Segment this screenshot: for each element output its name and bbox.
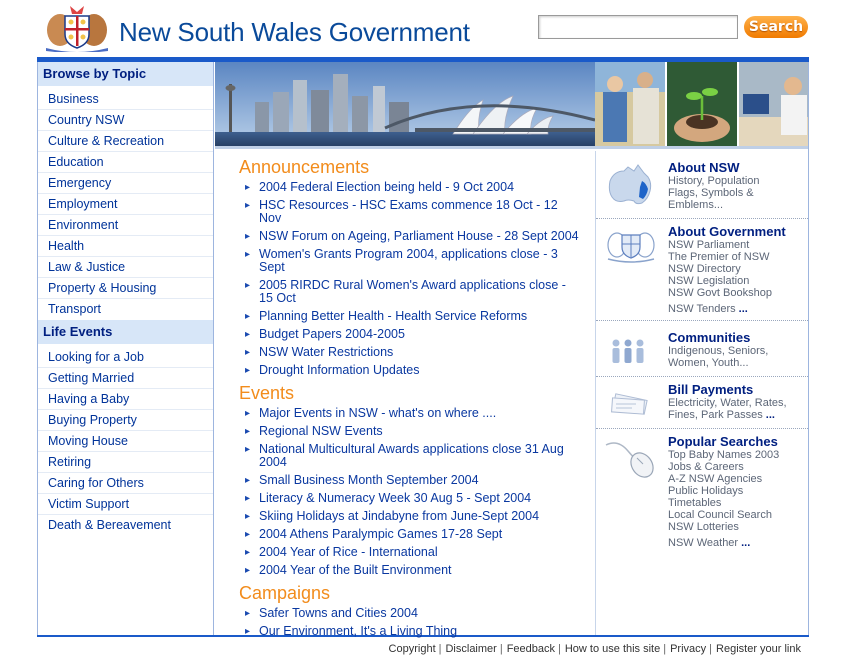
sublink[interactable]: NSW Tenders ... [668, 303, 748, 315]
coat-of-arms-icon [604, 227, 658, 263]
footer-link[interactable]: How to use this site [564, 643, 661, 655]
about-government-section [596, 225, 808, 321]
events-heading: Events [239, 383, 295, 403]
sydney-skyline-photo [215, 62, 595, 149]
more-link[interactable]: ... [765, 409, 775, 421]
announcement-link[interactable]: ▸ NSW Water Restrictions [243, 346, 583, 359]
sidebar-topic-link[interactable]: Law & Justice [38, 257, 213, 278]
footer-link[interactable]: Privacy [670, 643, 707, 655]
announcement-link[interactable]: ▸ Budget Papers 2004-2005 [243, 328, 583, 341]
about-government-sublinks [668, 239, 800, 315]
sublink[interactable]: Flags, Symbols & [668, 187, 754, 199]
more-link[interactable]: ... [738, 303, 748, 315]
sidebar-topic-link[interactable]: Health [38, 236, 213, 257]
footer-link[interactable]: Copyright [388, 643, 436, 655]
event-link[interactable]: ▸ 2004 Year of Rice - International [243, 546, 583, 559]
announcement-link[interactable]: ▸ Planning Better Health - Health Service Reforms [243, 310, 583, 323]
search-button[interactable]: Search [744, 16, 808, 38]
sublink[interactable]: Public Holidays [668, 485, 744, 497]
sidebar-life-event-link[interactable]: Having a Baby [38, 389, 213, 410]
announcements-list [243, 181, 583, 377]
bill-payments-section [596, 383, 808, 429]
sublink[interactable]: NSW Lotteries [668, 521, 739, 533]
header [0, 0, 845, 58]
footer-separator: | [709, 643, 713, 655]
sublink[interactable]: History, Population [668, 175, 760, 187]
footer-separator: | [438, 643, 442, 655]
sidebar-life-event-link[interactable]: Retiring [38, 452, 213, 473]
sublink[interactable]: Women, Youth... [668, 357, 749, 369]
mouse-icon [604, 439, 662, 479]
popular-searches-text [668, 435, 800, 549]
browse-by-topic-heading: Browse by Topic [38, 62, 213, 86]
sublink[interactable]: NSW Directory [668, 263, 741, 275]
people-icon [604, 337, 658, 365]
campaign-link[interactable]: ▸ Safer Towns and Cities 2004 [243, 607, 583, 620]
announcement-link[interactable]: ▸ HSC Resources - HSC Exams commence 18 Oct - 12 Nov [243, 199, 583, 225]
announcement-link[interactable]: ▸ NSW Forum on Ageing, Parliament House - 28 Sept 2004 [243, 230, 583, 243]
sublink[interactable]: Fines, Park Passes ... [668, 409, 775, 421]
announcement-link[interactable]: ▸ 2005 RIRDC Rural Women's Award applications close - 15 Oct [243, 279, 583, 305]
sidebar-topic-link[interactable]: Employment [38, 194, 213, 215]
about-government-text [668, 225, 800, 315]
sidebar-topic-link[interactable]: Environment [38, 215, 213, 236]
campaigns-list [243, 607, 583, 638]
bill-payments-link[interactable]: Bill Payments [668, 382, 754, 397]
event-link[interactable]: ▸ National Multicultural Awards applications close 31 Aug 2004 [243, 443, 583, 469]
sublink[interactable]: A-Z NSW Agencies [668, 473, 763, 485]
search-input[interactable] [538, 15, 738, 39]
campaign-link[interactable]: ▸ Our Environment, It's a Living Thing [243, 625, 583, 638]
sidebar-life-event-link[interactable]: Looking for a Job [38, 347, 213, 368]
banner-image [215, 62, 808, 149]
sublink[interactable]: Electricity, Water, Rates, [668, 397, 787, 409]
sidebar [38, 62, 214, 635]
footer [389, 643, 801, 655]
sublink[interactable]: Local Council Search [668, 509, 772, 521]
footer-separator: | [663, 643, 667, 655]
footer-link[interactable]: Disclaimer [445, 643, 497, 655]
event-link[interactable]: ▸ Major Events in NSW - what's on where .... [243, 407, 583, 420]
sidebar-life-event-link[interactable]: Moving House [38, 431, 213, 452]
right-column [596, 151, 808, 635]
sidebar-life-event-link[interactable]: Getting Married [38, 368, 213, 389]
more-link[interactable]: ... [741, 537, 751, 549]
bill-payments-sublinks [668, 397, 800, 421]
popular-searches-sublinks [668, 449, 800, 549]
popular-searches-section [596, 435, 808, 565]
sidebar-topic-link[interactable]: Country NSW [38, 110, 213, 131]
sublink[interactable]: Indigenous, Seniors, [668, 345, 769, 357]
bill-payments-text [668, 383, 800, 421]
communities-section [596, 331, 808, 377]
topic-list [38, 86, 213, 320]
footer-link[interactable]: Register your link [716, 643, 801, 655]
life-events-list [38, 344, 213, 536]
sidebar-topic-link[interactable]: Emergency [38, 173, 213, 194]
events-list [243, 407, 583, 577]
announcement-link[interactable]: ▸ Drought Information Updates [243, 364, 583, 377]
event-link[interactable]: ▸ Regional NSW Events [243, 425, 583, 438]
announcement-link[interactable]: ▸ Women's Grants Program 2004, applications close - 3 Sept [243, 248, 583, 274]
sublink[interactable]: NSW Parliament [668, 239, 750, 251]
event-link[interactable]: ▸ Literacy & Numeracy Week 30 Aug 5 - Sept 2004 [243, 492, 583, 505]
main-content [215, 151, 595, 638]
popular-searches-link[interactable]: Popular Searches [668, 434, 778, 449]
hands-seedling-photo [667, 62, 737, 149]
event-link[interactable]: ▸ Small Business Month September 2004 [243, 474, 583, 487]
communities-text [668, 331, 800, 369]
sidebar-life-event-link[interactable]: Buying Property [38, 410, 213, 431]
site-title[interactable]: New South Wales Government [119, 17, 470, 47]
sublink[interactable]: NSW Govt Bookshop [668, 287, 772, 299]
about-government-link[interactable]: About Government [668, 224, 786, 239]
sublink[interactable]: Jobs & Careers [668, 461, 744, 473]
sublink[interactable]: Top Baby Names 2003 [668, 449, 780, 461]
announcements-heading: Announcements [239, 157, 370, 177]
event-link[interactable]: ▸ 2004 Athens Paralympic Games 17-28 Sept [243, 528, 583, 541]
sublink[interactable]: The Premier of NSW [668, 251, 770, 263]
announcement-link[interactable]: ▸ 2004 Federal Election being held - 9 Oct 2004 [243, 181, 583, 194]
sublink[interactable]: NSW Legislation [668, 275, 750, 287]
footer-separator: | [499, 643, 503, 655]
nsw-coat-of-arms-logo[interactable] [40, 4, 114, 52]
footer-separator: | [558, 643, 561, 655]
about-nsw-text [668, 161, 800, 211]
sublink[interactable]: Timetables [668, 497, 722, 509]
sublink[interactable]: NSW Weather ... [668, 537, 751, 549]
event-link[interactable]: ▸ 2004 Year of the Built Environment [243, 564, 583, 577]
communities-link[interactable]: Communities [668, 330, 751, 345]
sidebar-topic-link[interactable]: Culture & Recreation [38, 131, 213, 152]
office-worker-photo [739, 62, 808, 149]
about-nsw-link[interactable]: About NSW [668, 160, 740, 175]
bills-icon [604, 391, 658, 419]
about-nsw-sublinks [668, 175, 800, 211]
life-events-heading: Life Events [38, 320, 213, 344]
sidebar-life-event-link[interactable]: Victim Support [38, 494, 213, 515]
footer-link[interactable]: Feedback [506, 643, 555, 655]
sidebar-life-event-link[interactable]: Caring for Others [38, 473, 213, 494]
campaigns-heading: Campaigns [239, 583, 331, 603]
sublink[interactable]: Emblems... [668, 199, 724, 211]
sidebar-topic-link[interactable]: Transport [48, 302, 102, 316]
sidebar-topic-link[interactable]: Education [38, 152, 213, 173]
australia-map-icon [604, 163, 658, 207]
event-link[interactable]: ▸ Skiing Holidays at Jindabyne from June-Sept 2004 [243, 510, 583, 523]
communities-sublinks [668, 345, 800, 369]
people-photo [595, 62, 665, 149]
sidebar-topic-link[interactable]: Property & Housing [38, 278, 213, 299]
sidebar-life-event-link[interactable]: Death & Bereavement [48, 518, 171, 532]
sidebar-topic-link[interactable]: Business [38, 89, 213, 110]
about-nsw-section [596, 161, 808, 219]
